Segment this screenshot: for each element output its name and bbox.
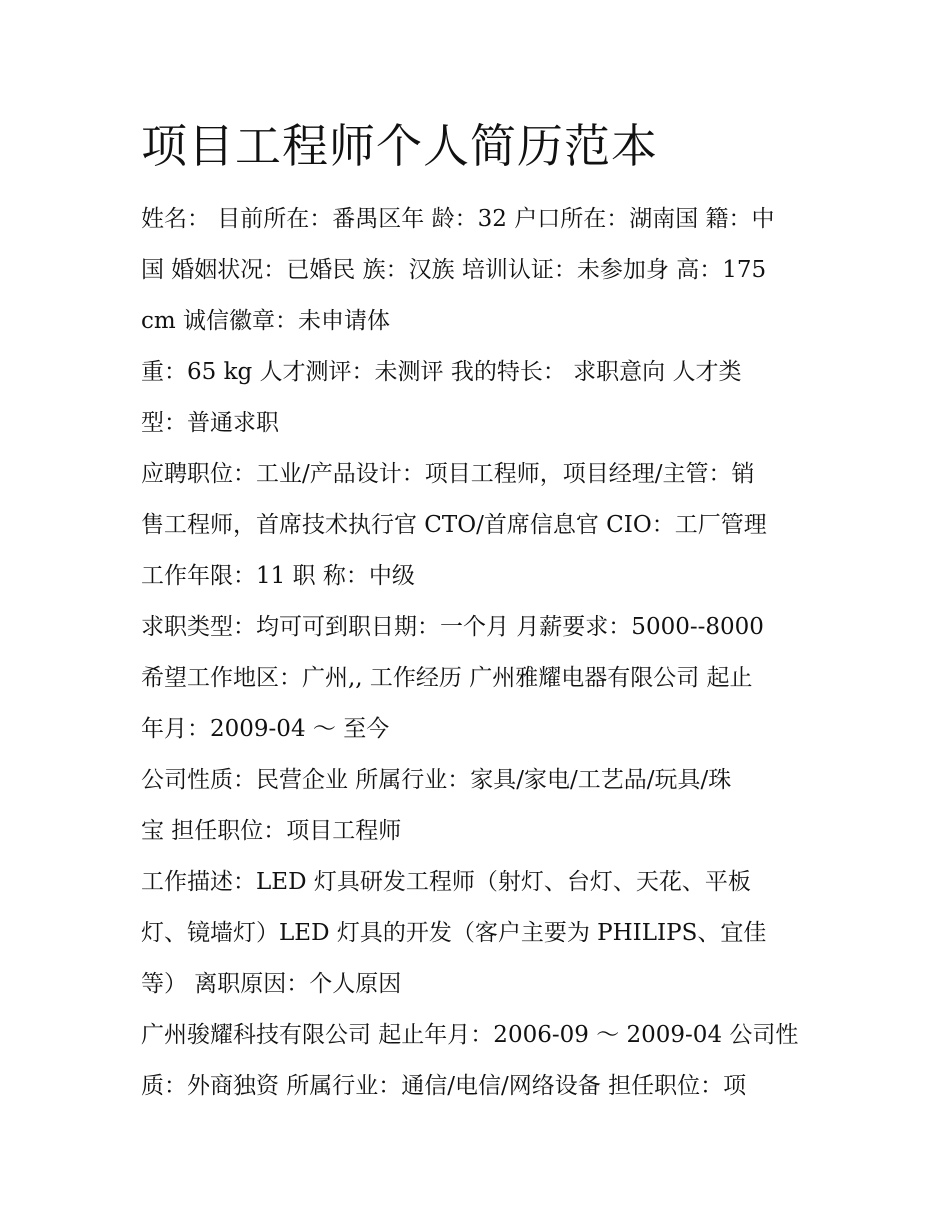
text-line: cm 诚信徽章：未申请体 xyxy=(141,308,391,334)
text-line: 灯、镜墙灯）LED 灯具的开发（客户主要为 PHILIPS、宜佳 xyxy=(141,920,767,946)
text-line: 工作描述：LED 灯具研发工程师（射灯、台灯、天花、平板 xyxy=(141,869,751,895)
text-line: 应聘职位：工业/产品设计：项目工程师，项目经理/主管：销 xyxy=(141,461,755,487)
document-title: 项目工程师个人简历范本 xyxy=(141,119,658,173)
text-line: 姓名： 目前所在：番禺区年 龄：32 户口所在：湖南国 籍：中 xyxy=(141,206,775,232)
text-line: 型：普通求职 xyxy=(141,410,279,436)
text-line: 工作年限：11 职 称：中级 xyxy=(141,563,415,589)
text-line: 重：65 kg 人才测评：未测评 我的特长： 求职意向 人才类 xyxy=(141,359,742,385)
text-line: 等） 离职原因：个人原因 xyxy=(141,971,402,997)
text-line: 希望工作地区：广州,, 工作经历 广州雅耀电器有限公司 起止 xyxy=(141,665,753,691)
text-line: 国 婚姻状况：已婚民 族：汉族 培训认证：未参加身 高：175 xyxy=(141,257,767,283)
text-line: 广州骏耀科技有限公司 起止年月：2006-09 ～ 2009-04 公司性 xyxy=(141,1022,799,1048)
text-line: 年月：2009-04 ～ 至今 xyxy=(141,716,390,742)
text-line: 售工程师，首席技术执行官 CTO/首席信息官 CIO：工厂管理 xyxy=(141,512,767,538)
text-line: 公司性质：民营企业 所属行业：家具/家电/工艺品/玩具/珠 xyxy=(141,767,732,793)
text-line: 质：外商独资 所属行业：通信/电信/网络设备 担任职位：项 xyxy=(141,1073,747,1099)
text-line: 宝 担任职位：项目工程师 xyxy=(141,818,402,844)
text-line: 求职类型：均可可到职日期：一个月 月薪要求：5000--8000 xyxy=(141,614,764,640)
document-page xyxy=(141,110,821,1112)
document-body xyxy=(141,194,821,1112)
